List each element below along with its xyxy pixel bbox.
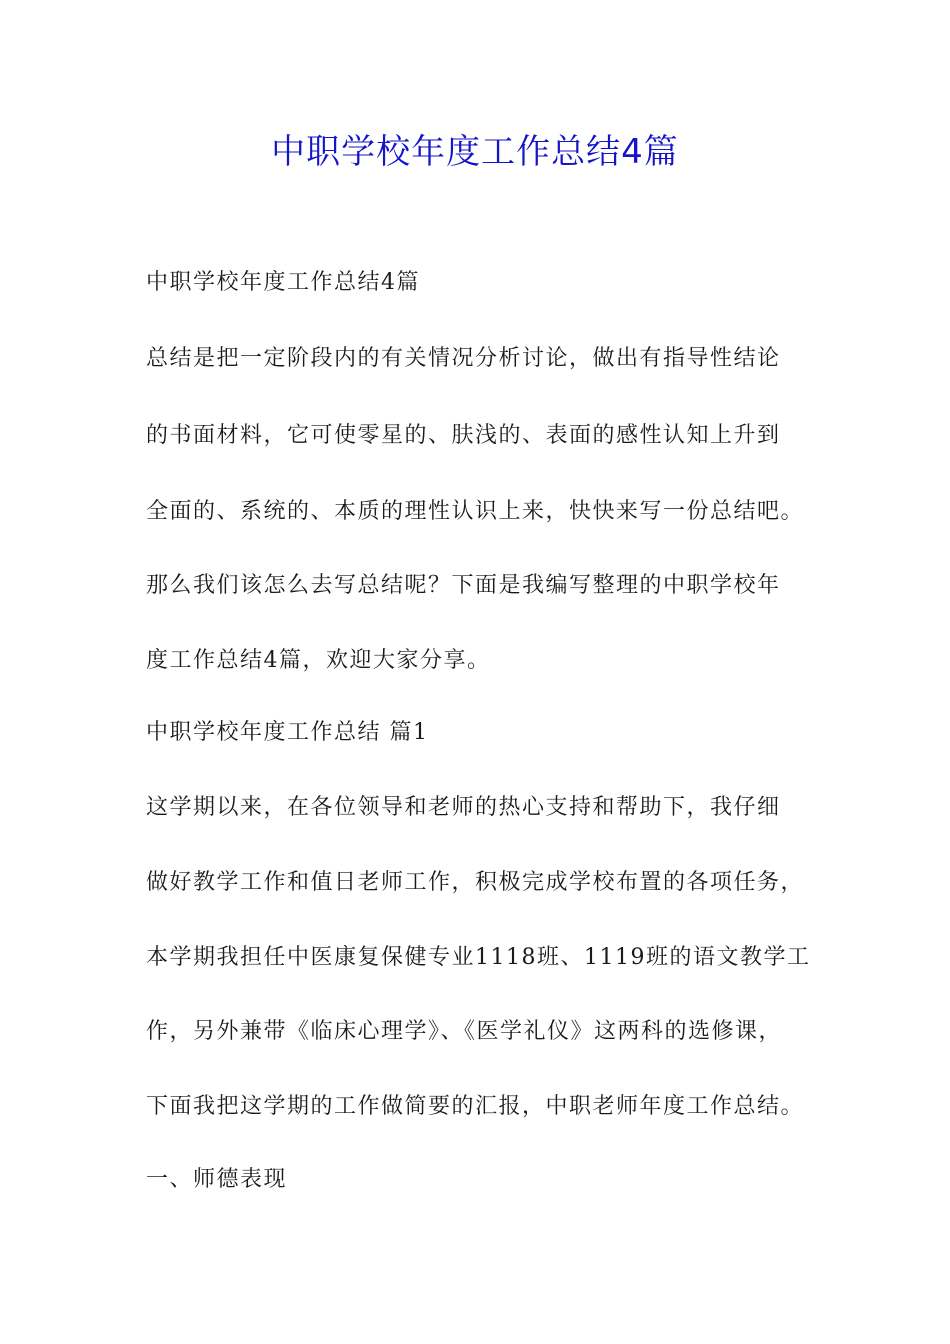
paragraph-line: 下面我把这学期的工作做简要的汇报，中职老师年度工作总结。 (146, 1094, 805, 1119)
paragraph-line: 做好教学工作和值日老师工作，积极完成学校布置的各项任务， (146, 870, 805, 895)
paragraph-line: 全面的、系统的、本质的理性认识上来，快快来写一份总结吧。 (146, 499, 805, 524)
paragraph-line: 总结是把一定阶段内的有关情况分析讨论，做出有指导性结论 (146, 346, 781, 371)
section-heading: 中职学校年度工作总结 篇1 (146, 720, 429, 745)
document-title: 中职学校年度工作总结4篇 (271, 132, 679, 172)
paragraph-line: 那么我们该怎么去写总结呢？下面是我编写整理的中职学校年 (146, 573, 781, 598)
paragraph-line: 度工作总结4篇，欢迎大家分享。 (146, 648, 491, 673)
paragraph-line: 作，另外兼带《临床心理学》、《医学礼仪》这两科的选修课， (146, 1019, 783, 1044)
paragraph-line: 这学期以来，在各位领导和老师的热心支持和帮助下，我仔细 (146, 795, 781, 820)
subtitle-line: 中职学校年度工作总结4篇 (146, 270, 420, 295)
paragraph-line: 本学期我担任中医康复保健专业1118班、1119班的语文教学工 (146, 945, 811, 970)
section-heading: 一、师德表现 (146, 1167, 288, 1192)
paragraph-line: 的书面材料，它可使零星的、肤浅的、表面的感性认知上升到 (146, 423, 781, 448)
